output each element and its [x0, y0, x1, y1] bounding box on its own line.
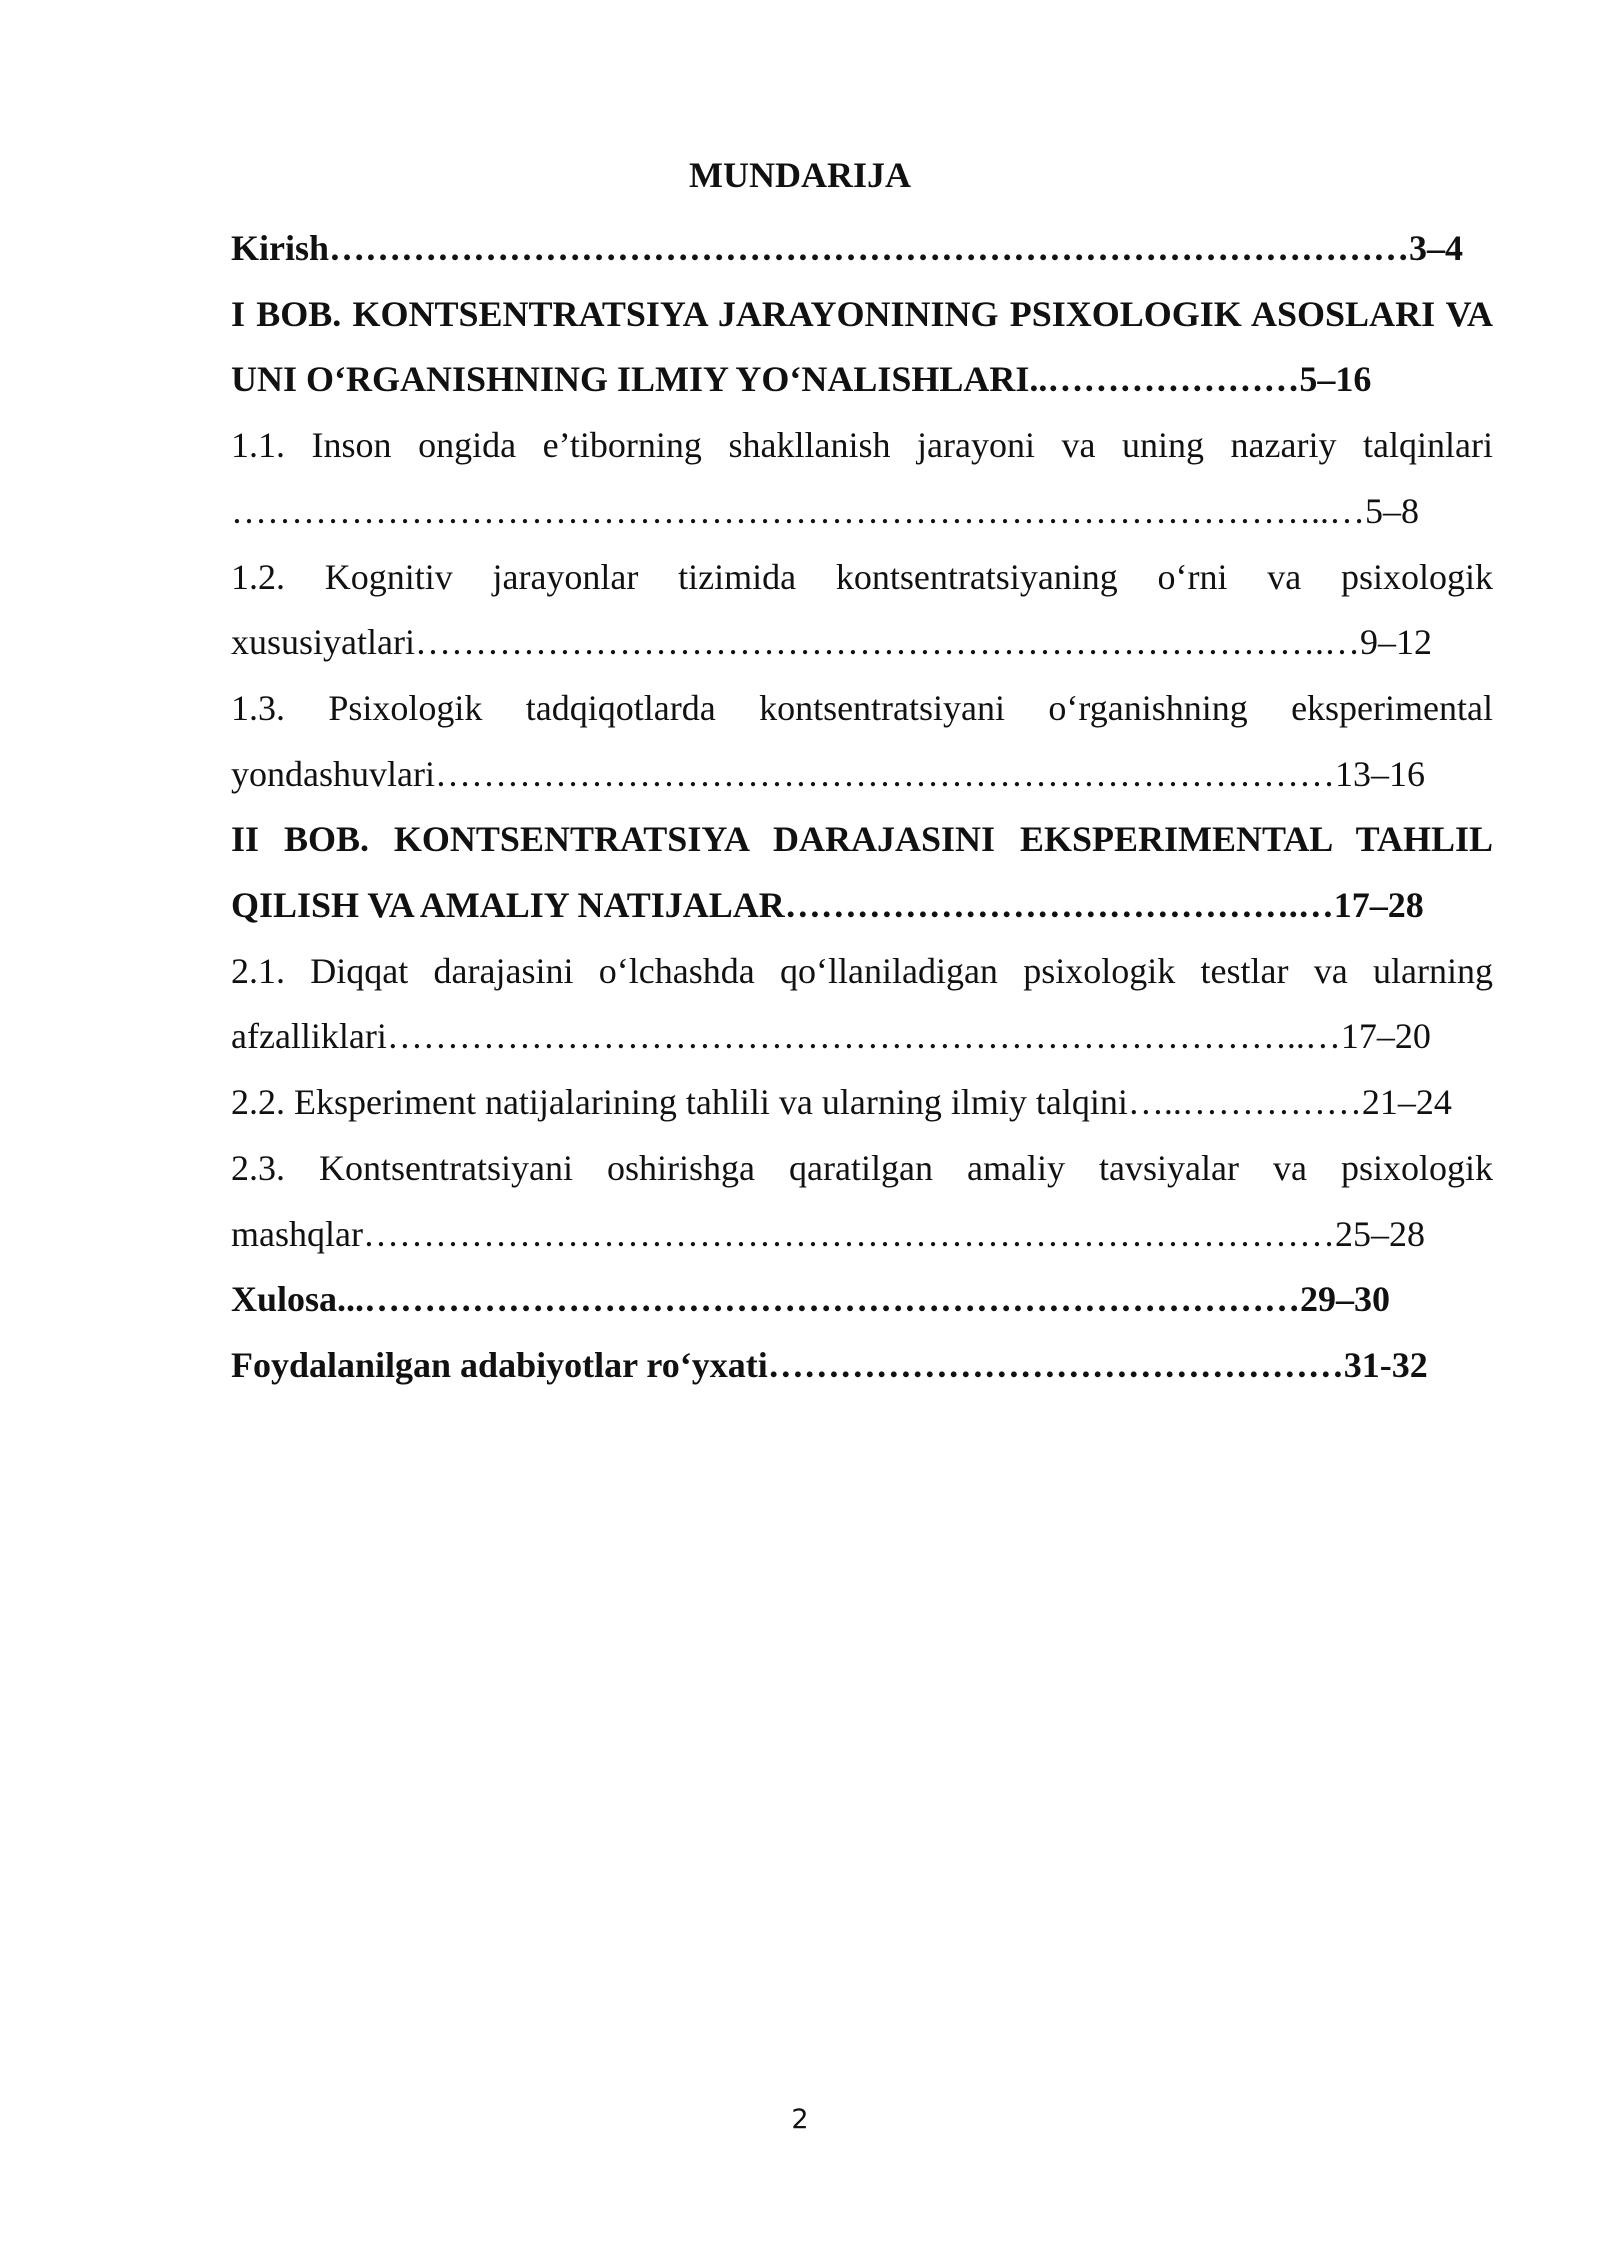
toc-entry-1-3: 1.3. Psixologik tadqiqotlarda kontsentratsiyani o‘rganishning eksperimental yondashuvlari…………………………………………………………………13–16 [231, 687, 1493, 794]
table-of-contents [231, 216, 1493, 1399]
page-number: 2 [791, 2104, 809, 2135]
toc-entry-references: Foydalanilgan adabiyotlar ro‘yxati…………………………………………31-32 [231, 1344, 1428, 1385]
toc-entry-2-3: 2.3. Kontsentratsiyani oshirishga qaratilgan amaliy tavsiyalar va psixologik mashqlar………………………………………………………………………25–28 [231, 1147, 1493, 1254]
page-title: MUNDARIJA [689, 155, 911, 195]
toc-entry-xulosa: Xulosa...……………………………………………………………………29–30 [231, 1279, 1391, 1320]
toc-entry-1-2: 1.2. Kognitiv jarayonlar tizimida kontsentratsiyaning o‘rni va psixologik xususiyatlari………………………………………………………………….…9–12 [231, 556, 1493, 663]
toc-entry-chapter-2: II BOB. KONTSENTRATSIYA DARAJASINI EKSPERIMENTAL TAHLIL QILISH VA AMALIY NATIJALAR…………………………………….…17–28 [231, 819, 1493, 926]
toc-entry-2-1: 2.1. Diqqat darajasini o‘lchashda qo‘llaniladigan psixologik testlar va ularning afzalliklari…………………………………………………………………..…17–20 [231, 950, 1493, 1057]
toc-entry-chapter-1: I BOB. KONTSENTRATSIYA JARAYONINING PSIXOLOGIK ASOSLARI VA UNI O‘RGANISHNING ILMIY YO‘NALISHLARI..…………………5–16 [231, 293, 1493, 400]
toc-entry-kirish: Kirish………………………………………………………………………………3–4 [231, 228, 1464, 268]
toc-entry-1-1: 1.1. Inson ongida e’tiborning shakllanish jarayoni va uning nazariy talqinlari ………………………………………………………………………………..…5–8 [231, 425, 1493, 531]
toc-entry-2-2: 2.2. Eksperiment natijalarining tahlili va ularning ilmiy talqini…..……………21–24 [231, 1082, 1452, 1123]
